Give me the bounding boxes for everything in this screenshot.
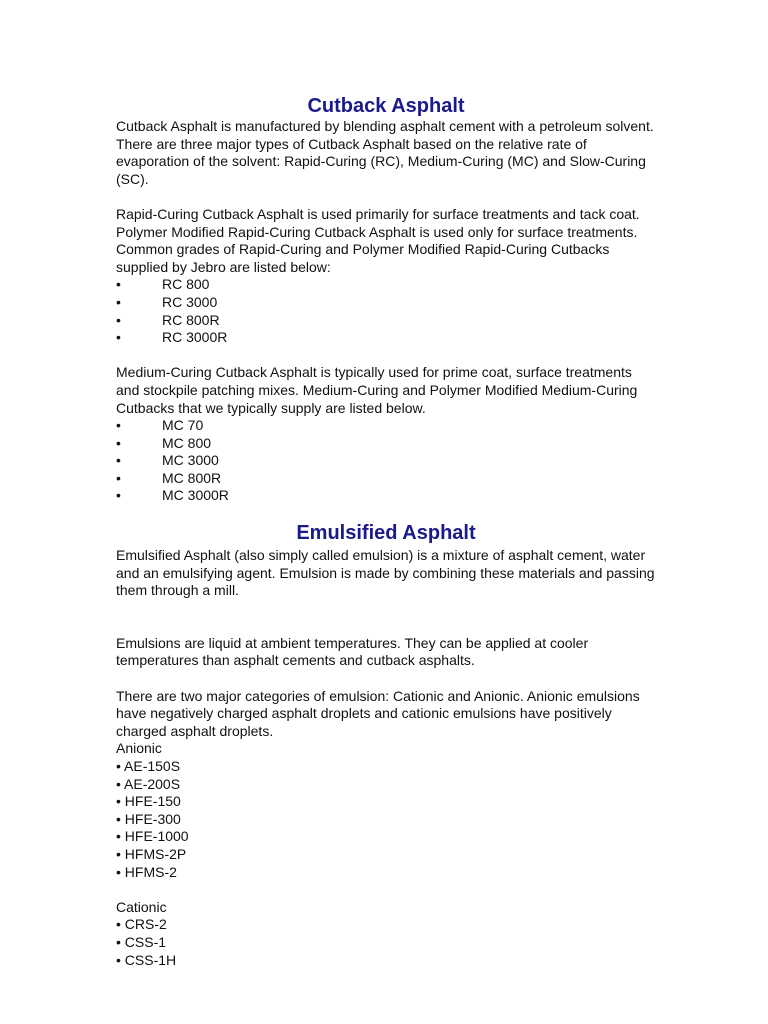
label-cationic: Cationic xyxy=(116,898,167,915)
grade-label: MC 800R xyxy=(162,469,222,486)
grade-label: MC 70 xyxy=(162,417,204,434)
list-item: • HFE-1000 xyxy=(116,828,189,845)
grade-label: MC 3000R xyxy=(162,487,229,504)
paragraph-emulsion-liquid: Emulsions are liquid at ambient temperatures. They can be applied at cooler temperatures than asphalt cements and cutback asphalts. xyxy=(116,634,589,669)
list-item xyxy=(116,276,656,294)
grade-label: MC 800 xyxy=(162,434,212,451)
list-item: • HFE-300 xyxy=(116,810,181,827)
list-item xyxy=(116,452,656,470)
paragraph-emulsified-intro: Emulsified Asphalt (also simply called emulsion) is a mixture of asphalt cement, water and an emulsifying agent. Emulsion is made by combining these materials and passing them through a mill. xyxy=(116,547,655,599)
list-item xyxy=(116,329,656,347)
list-mc-grades xyxy=(116,417,656,505)
bullet-glyph: • xyxy=(116,452,121,469)
paragraph-medium-curing: Medium-Curing Cutback Asphalt is typically used for prime coat, surface treatments and stockpile patching mixes. Medium-Curing and Polymer Modified Medium-Curing Cutbacks that we typically supply are listed below. xyxy=(116,364,638,416)
bullet-glyph: • xyxy=(116,311,121,328)
document-content xyxy=(116,94,656,969)
list-item: • HFMS-2P xyxy=(116,845,187,862)
list-item: • AE-150S xyxy=(116,758,181,774)
bullet-glyph: • xyxy=(116,434,121,451)
heading-cutback-asphalt: Cutback Asphalt xyxy=(307,95,465,117)
list-rc-grades xyxy=(116,276,656,346)
bullet-glyph: • xyxy=(116,276,121,293)
bullet-glyph: • xyxy=(116,293,121,310)
list-item: • HFE-150 xyxy=(116,793,181,810)
list-item xyxy=(116,312,656,330)
bullet-glyph: • xyxy=(116,487,121,504)
list-item xyxy=(116,435,656,453)
list-anionic-grades xyxy=(116,758,656,881)
heading-emulsified-asphalt: Emulsified Asphalt xyxy=(296,522,476,545)
grade-label: RC 800R xyxy=(162,311,220,328)
bullet-glyph: • xyxy=(116,329,121,346)
list-item: • CSS-1 xyxy=(116,933,167,950)
list-item: • HFMS-2 xyxy=(116,863,177,880)
list-item xyxy=(116,487,656,505)
grade-label: RC 3000R xyxy=(162,329,228,346)
bullet-glyph: • xyxy=(116,469,121,486)
list-item xyxy=(116,470,656,488)
list-item xyxy=(116,417,656,435)
list-item: • CRS-2 xyxy=(116,916,167,933)
grade-label: MC 3000 xyxy=(162,452,219,469)
list-cationic-grades xyxy=(116,916,656,969)
list-item xyxy=(116,294,656,312)
grade-label: RC 800 xyxy=(162,276,210,293)
bullet-glyph: • xyxy=(116,417,121,434)
list-item: • CSS-1H xyxy=(116,951,177,968)
paragraph-cutback-intro: Cutback Asphalt is manufactured by blending asphalt cement with a petroleum solvent. There are three major types of Cutback Asphalt based on the relative rate of evaporation of the solvent: Rapid-Curing (RC), Medium-Curing (MC) and Slow-Curing (SC). xyxy=(116,118,654,187)
paragraph-emulsion-categories: There are two major categories of emulsion: Cationic and Anionic. Anionic emulsions have negatively charged asphalt droplets and cationic emulsions have positively charged asphalt droplets. xyxy=(116,687,640,739)
paragraph-rapid-curing: Rapid-Curing Cutback Asphalt is used primarily for surface treatments and tack coat. Polymer Modified Rapid-Curing Cutback Asphalt is used only for surface treatments. Common grades of Rapid-Curing and Polymer Modified Rapid-Curing Cutbacks supplied by Jebro are listed below: xyxy=(116,205,640,275)
label-anionic: Anionic xyxy=(116,740,162,757)
grade-label: RC 3000 xyxy=(162,293,218,310)
list-item: • AE-200S xyxy=(116,775,181,792)
